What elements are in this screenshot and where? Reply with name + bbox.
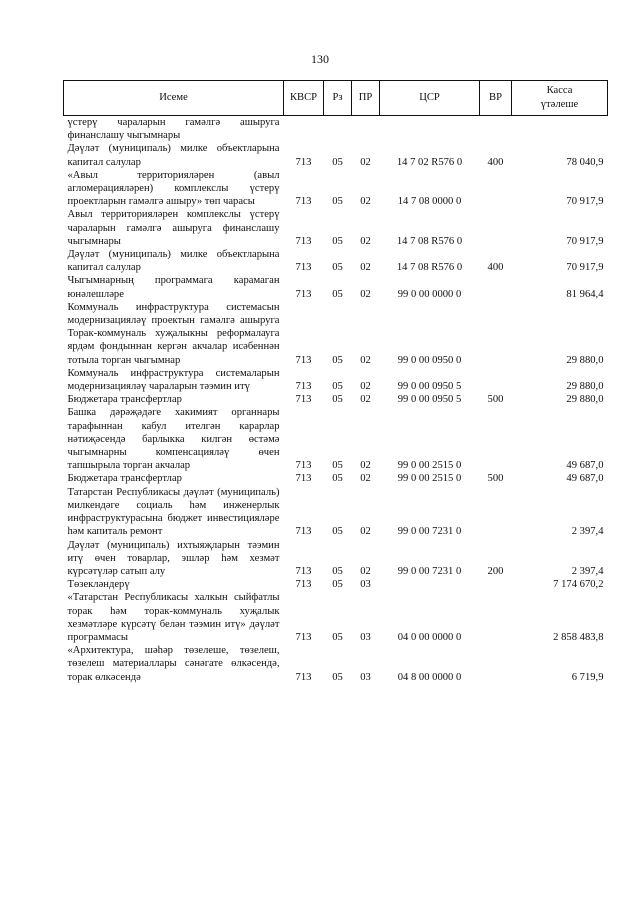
row-vr: 200 [487, 565, 504, 577]
row-vr [480, 644, 512, 684]
row-name: Дәүләт (муниципаль) милке объектларына капитал салулар [67, 143, 280, 168]
table-header-row [64, 81, 608, 116]
row-vr [480, 367, 512, 393]
row-kvsr: 713 [295, 526, 312, 538]
header-kvsr: КВСР [284, 81, 324, 116]
row-vr [480, 208, 512, 248]
row-sum: 29 880,0 [566, 381, 604, 393]
header-kassa-line1: Касса [546, 85, 573, 96]
table-row [64, 644, 608, 684]
row-kvsr: 713 [295, 473, 312, 485]
budget-table [63, 80, 608, 684]
row-pr [352, 116, 380, 143]
row-name: Дәүләт (муниципаль) милке объектларына капитал салулар [67, 249, 280, 274]
row-pr: 02 [360, 565, 371, 577]
row-rz: 05 [332, 526, 343, 538]
table-row [64, 367, 608, 393]
row-csr [380, 578, 480, 591]
header-kassa-line2: үтәлеше [540, 99, 579, 110]
row-csr: 04 0 00 0000 0 [397, 631, 462, 643]
row-name: «Татарстан Республикасы халкын сыйфатлы торак һәм торак-коммуналь хуҗалык хезмәтләре күрсәтү белән тәэмин итү» дәүләт программасы [67, 592, 280, 643]
row-csr: 14 7 08 R576 0 [396, 262, 463, 274]
row-sum: 81 964,4 [566, 288, 604, 300]
row-sum: 2 397,4 [571, 565, 604, 577]
row-sum: 29 880,0 [566, 354, 604, 366]
row-vr [480, 486, 512, 539]
row-pr: 02 [360, 288, 371, 300]
row-vr [480, 116, 512, 143]
row-sum: 2 858 483,8 [553, 631, 604, 643]
row-csr: 99 0 00 0950 5 [397, 381, 462, 393]
row-vr: 400 [487, 156, 504, 168]
row-kvsr: 713 [295, 381, 312, 393]
row-kvsr: 713 [295, 156, 312, 168]
row-rz [324, 116, 352, 143]
row-vr: 500 [487, 394, 504, 406]
row-vr [480, 578, 512, 591]
header-name: Исеме [64, 81, 284, 116]
table-row [64, 406, 608, 472]
table-row [64, 472, 608, 485]
row-rz: 05 [332, 631, 343, 643]
row-rz: 05 [332, 196, 343, 208]
row-pr: 03 [360, 631, 371, 643]
row-name: Татарстан Республикасы дәүләт (муниципаль) милкендәге социаль һәм инженерлык инфраструктурасына бюджет инвестицияләре һәм капиталь ремонт [67, 486, 280, 538]
row-kvsr: 713 [295, 354, 312, 366]
row-kvsr: 713 [295, 262, 312, 274]
row-name: үстерү чараларын гамәлгә ашыруга финанслашу чыгымнары [67, 117, 280, 142]
row-pr: 02 [360, 262, 371, 274]
table-row [64, 393, 608, 406]
row-vr: 500 [487, 473, 504, 485]
row-name: Коммуналь инфраструктура системаларын модернизацияләү чараларын тәэмин итү [67, 367, 280, 393]
row-name: Бюджетара трансфертлар [67, 394, 182, 406]
row-rz: 05 [332, 288, 343, 300]
row-pr: 02 [360, 381, 371, 393]
row-rz: 05 [332, 262, 343, 274]
row-sum: 70 917,9 [566, 235, 604, 247]
row-vr [480, 169, 512, 209]
row-name: Чыгымнарның программага карамаган юнәлешләре [67, 275, 280, 300]
row-sum [512, 116, 608, 143]
row-vr [480, 274, 512, 300]
row-csr: 99 0 00 7231 0 [397, 565, 462, 577]
row-csr: 14 7 02 R576 0 [396, 156, 463, 168]
row-csr: 99 0 00 2515 0 [397, 473, 462, 485]
row-name: «Авыл территорияләрен (авыл агломерацияләрен) комплекслы үстерү проектларын гамәлгә ашыру» төп чарасы [67, 169, 280, 208]
table-row [64, 578, 608, 591]
header-pr: ПР [352, 81, 380, 116]
table-row [64, 248, 608, 274]
row-csr: 99 0 00 7231 0 [397, 526, 462, 538]
header-vr: ВР [480, 81, 512, 116]
row-vr [480, 301, 512, 367]
row-pr: 02 [360, 526, 371, 538]
row-rz: 05 [332, 460, 343, 472]
row-vr [480, 591, 512, 644]
row-name: Дәүләт (муниципаль) ихтыяҗларын тәэмин итү өчен товарлар, эшләр һәм хезмәт күрсәтүләр сатып алу [67, 539, 280, 577]
header-kassa [512, 81, 608, 116]
row-sum: 2 397,4 [571, 526, 604, 538]
row-pr: 02 [360, 473, 371, 485]
row-name: Бюджетара трансфертлар [67, 473, 182, 485]
row-name: Башка дәрәҗәдәге хакимият органнары тарафыннан кабул ителгән карарлар нәтиҗәсендә барлыкка килгән өстәмә чыгымнарны компенсацияләү өчен тапшырыла торган акчалар [67, 407, 280, 472]
table-row [64, 274, 608, 300]
row-name: Авыл территорияләрен комплекслы үстерү чараларын гамәлгә ашыруга финанслашу чыгымнары [67, 209, 280, 247]
row-csr: 99 0 00 0950 5 [397, 394, 462, 406]
row-csr: 14 7 08 0000 0 [397, 196, 462, 208]
row-pr: 02 [360, 354, 371, 366]
table-row [64, 208, 608, 248]
table-body [64, 116, 608, 684]
row-kvsr: 713 [295, 394, 312, 406]
row-kvsr: 713 [295, 460, 312, 472]
row-sum: 6 719,9 [571, 671, 604, 683]
row-rz: 05 [332, 381, 343, 393]
row-kvsr: 713 [295, 196, 312, 208]
row-rz: 05 [332, 473, 343, 485]
row-pr: 03 [360, 671, 371, 683]
row-pr: 02 [360, 394, 371, 406]
table-row [64, 142, 608, 168]
table-row [64, 486, 608, 539]
row-csr: 14 7 08 R576 0 [396, 235, 463, 247]
row-sum: 78 040,9 [566, 156, 604, 168]
row-kvsr: 713 [295, 565, 312, 577]
table-row [64, 169, 608, 209]
row-pr: 02 [360, 235, 371, 247]
table-row [64, 591, 608, 644]
row-name: «Архитектура, шәһәр төзелеше, төзелеш, төзелеш материаллары сәнәгате өлкәсендә, торак өлкәсендә [67, 645, 280, 683]
row-sum: 7 174 670,2 [553, 579, 604, 591]
header-csr: ЦСР [380, 81, 480, 116]
row-csr: 99 0 00 2515 0 [397, 460, 462, 472]
row-rz: 05 [332, 235, 343, 247]
row-name: Төзекләндерү [67, 579, 130, 591]
row-rz: 05 [332, 565, 343, 577]
row-rz: 05 [332, 354, 343, 366]
row-sum: 70 917,9 [566, 196, 604, 208]
row-pr: 02 [360, 460, 371, 472]
row-sum: 49 687,0 [566, 460, 604, 472]
row-csr [380, 116, 480, 143]
row-rz: 05 [332, 671, 343, 683]
row-kvsr [284, 116, 324, 143]
row-vr: 400 [487, 262, 504, 274]
row-csr: 04 8 00 0000 0 [397, 671, 462, 683]
row-pr: 02 [360, 156, 371, 168]
row-sum: 29 880,0 [566, 394, 604, 406]
row-sum: 70 917,9 [566, 262, 604, 274]
table-row [64, 116, 608, 143]
row-kvsr: 713 [295, 579, 312, 591]
row-kvsr: 713 [295, 288, 312, 300]
row-csr: 99 0 00 0000 0 [397, 288, 462, 300]
page-number: 130 [311, 52, 329, 66]
row-rz: 05 [332, 156, 343, 168]
row-rz: 05 [332, 394, 343, 406]
row-name: Коммуналь инфраструктура системасын модернизацияләү проектын гамәлгә ашыруга Торак-коммуналь хуҗалыкны реформалауга ярдәм фондыннан кергән акчалар исәбеннән тотыла торган чыгымнар [67, 301, 280, 366]
row-kvsr: 713 [295, 671, 312, 683]
row-kvsr: 713 [295, 631, 312, 643]
table-row [64, 301, 608, 367]
table-row [64, 539, 608, 579]
row-kvsr: 713 [295, 235, 312, 247]
header-rz: Рз [324, 81, 352, 116]
row-pr: 03 [360, 579, 371, 591]
row-sum: 49 687,0 [566, 473, 604, 485]
row-pr: 02 [360, 196, 371, 208]
row-vr [480, 406, 512, 472]
row-csr: 99 0 00 0950 0 [397, 354, 462, 366]
row-rz: 05 [332, 579, 343, 591]
